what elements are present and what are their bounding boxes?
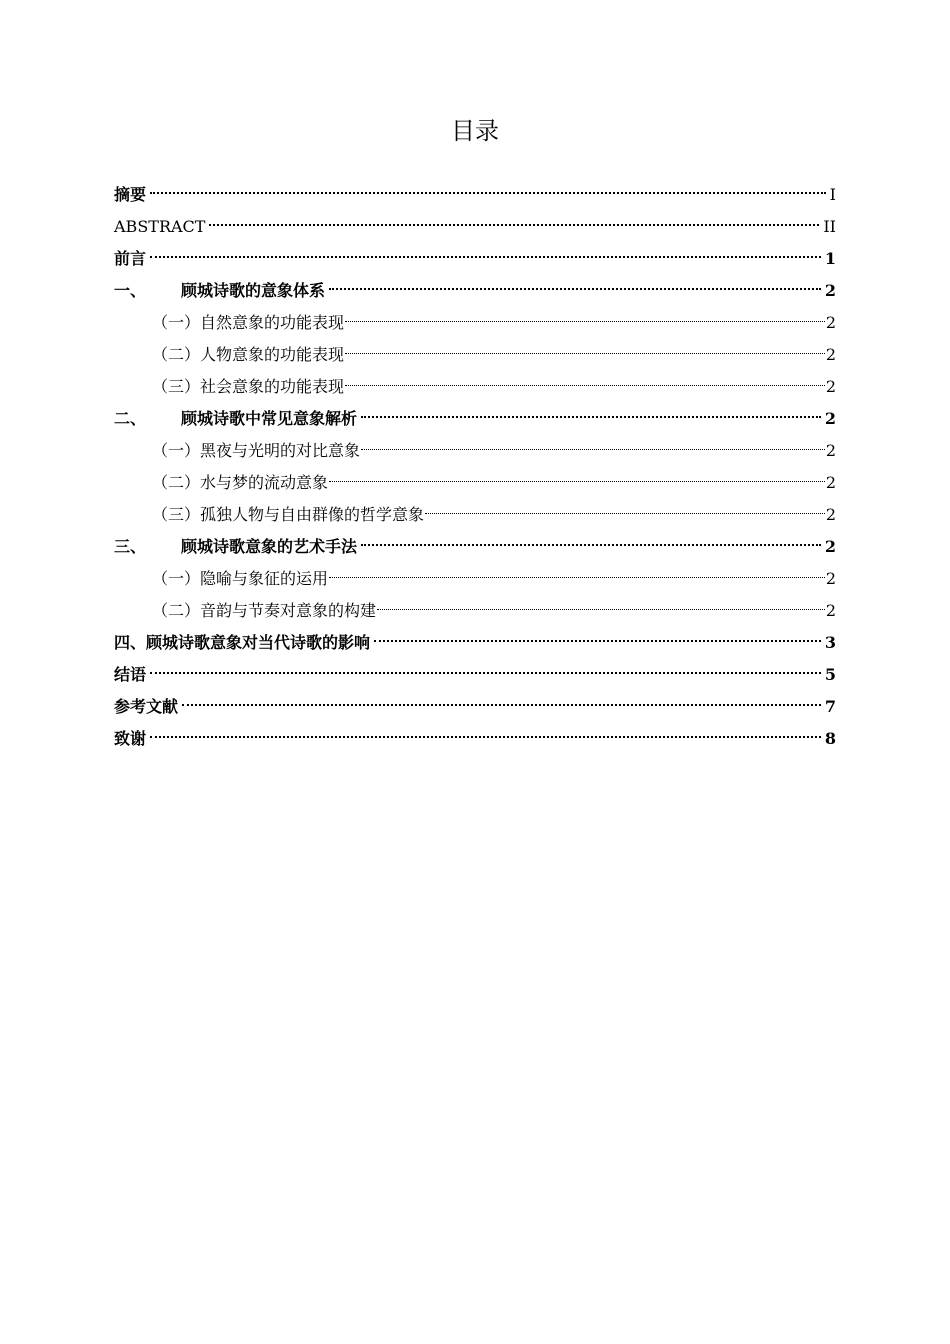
toc-page-number: 8 (824, 729, 836, 748)
toc-page-number: 1 (824, 249, 836, 268)
toc-entry-section-2-2[interactable] (114, 467, 836, 499)
dot-leader (425, 513, 825, 514)
dot-leader (329, 577, 825, 578)
toc-entry-label: ABSTRACT (114, 217, 206, 236)
dot-leader (329, 288, 821, 290)
dot-leader (182, 704, 821, 706)
toc-entry-section-3-1[interactable] (114, 563, 836, 595)
toc-entry-acknowledgements[interactable] (114, 723, 836, 755)
toc-page-number: 2 (824, 537, 836, 556)
toc-page-number: 2 (825, 569, 836, 588)
toc-page-number: 3 (824, 633, 836, 652)
toc-entry-chapter-3[interactable] (114, 531, 836, 563)
dot-leader (150, 736, 821, 738)
toc-entry-abstract-en[interactable] (114, 211, 836, 243)
toc-entry-section-2-1[interactable] (114, 435, 836, 467)
toc-entry-label: 结语 (114, 665, 147, 684)
dot-leader (209, 224, 819, 226)
toc-chapter-number: 二、 (114, 409, 147, 428)
toc-entry-label: 致谢 (114, 729, 147, 748)
toc-entry-references[interactable] (114, 691, 836, 723)
toc-entry-section-1-2[interactable] (114, 339, 836, 371)
dot-leader (150, 192, 826, 194)
toc-entry-section-1-3[interactable] (114, 371, 836, 403)
toc-entry-label: （一）黑夜与光明的对比意象 (152, 441, 361, 460)
toc-page-number: 2 (825, 377, 836, 396)
toc-entry-label: 顾城诗歌的意象体系 (181, 281, 326, 300)
toc-page-number: II (823, 217, 836, 236)
toc-page-number: I (829, 185, 836, 204)
toc-entry-label: 前言 (114, 249, 147, 268)
toc-entry-label: 参考文献 (114, 697, 179, 716)
toc-entry-label: 摘要 (114, 185, 147, 204)
toc-entry-label: （二）水与梦的流动意象 (152, 473, 329, 492)
toc-page-number: 2 (825, 313, 836, 332)
toc-page-number: 2 (824, 281, 836, 300)
toc-entry-section-3-2[interactable] (114, 595, 836, 627)
toc-page-number: 2 (825, 601, 836, 620)
toc-page-number: 2 (825, 473, 836, 492)
toc-entry-preface[interactable] (114, 243, 836, 275)
dot-leader (361, 544, 821, 546)
toc-entry-label: 顾城诗歌意象的艺术手法 (181, 537, 358, 556)
dot-leader (361, 416, 821, 418)
dot-leader (345, 353, 825, 354)
toc-entry-chapter-1[interactable] (114, 275, 836, 307)
toc-chapter-number: 一、 (114, 281, 147, 300)
toc-page-number: 2 (825, 345, 836, 364)
toc-entry-section-1-1[interactable] (114, 307, 836, 339)
toc-page-number: 2 (825, 441, 836, 460)
dot-leader (345, 385, 825, 386)
toc-entry-label: （一）隐喻与象征的运用 (152, 569, 329, 588)
dot-leader (150, 672, 821, 674)
toc-entry-label: （三）孤独人物与自由群像的哲学意象 (152, 505, 425, 524)
toc-entry-conclusion[interactable] (114, 659, 836, 691)
toc-chapter-number: 三、 (114, 537, 147, 556)
toc-entry-label: 四、顾城诗歌意象对当代诗歌的影响 (114, 633, 371, 652)
toc-title: 目录 (451, 117, 499, 145)
dot-leader (345, 321, 825, 322)
dot-leader (361, 449, 825, 450)
toc-page-number: 5 (824, 665, 836, 684)
toc-entry-abstract-cn[interactable] (114, 179, 836, 211)
table-of-contents (114, 179, 836, 755)
toc-entry-section-2-3[interactable] (114, 499, 836, 531)
dot-leader (150, 256, 821, 258)
toc-entry-label: 顾城诗歌中常见意象解析 (181, 409, 358, 428)
toc-entry-label: （二）音韵与节奏对意象的构建 (152, 601, 377, 620)
toc-entry-chapter-4[interactable] (114, 627, 836, 659)
dot-leader (329, 481, 825, 482)
dot-leader (377, 609, 825, 610)
toc-entry-label: （二）人物意象的功能表现 (152, 345, 345, 364)
toc-page-number: 7 (824, 697, 836, 716)
toc-entry-label: （三）社会意象的功能表现 (152, 377, 345, 396)
toc-page-number: 2 (824, 409, 836, 428)
toc-page-number: 2 (825, 505, 836, 524)
toc-entry-label: （一）自然意象的功能表现 (152, 313, 345, 332)
toc-entry-chapter-2[interactable] (114, 403, 836, 435)
dot-leader (374, 640, 821, 642)
